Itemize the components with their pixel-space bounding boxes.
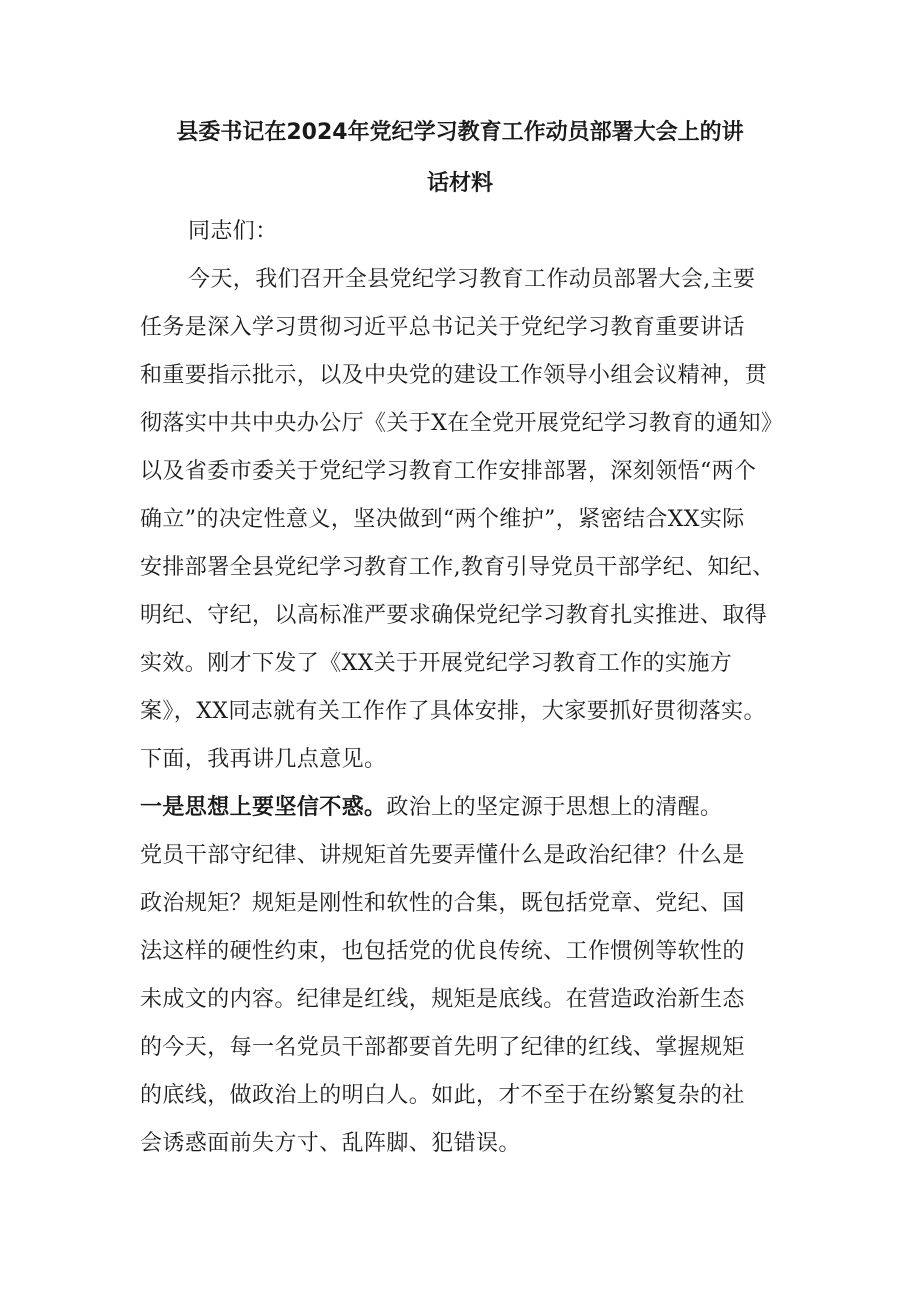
paragraph-1-line-11: 下面，我再讲几点意见。 [140, 747, 387, 772]
paragraph-2-line-4: 法这样的硬性约束，也包括党的优良传统、工作惯例等软性的 [140, 939, 745, 964]
paragraph-1-line-10: 案》，XX同志就有关工作作了具体安排，大家要抓好贯彻落实。 [140, 699, 766, 724]
salutation: 同志们： [188, 219, 278, 244]
paragraph-2-line-6: 的今天，每一名党员干部都要首先明了纪律的红线、掌握规矩 [140, 1035, 745, 1060]
paragraph-2-line-5: 未成文的内容。纪律是红线，规矩是底线。在营造政治新生态 [140, 987, 745, 1012]
document-title-line-1: 县委书记在2024年党纪学习教育工作动员部署大会上的讲 [176, 120, 744, 145]
paragraph-2-line-8: 会诱惑面前失方寸、乱阵脚、犯错误。 [140, 1131, 521, 1156]
paragraph-1-line-2: 任务是深入学习贯彻习近平总书记关于党纪学习教育重要讲话 [140, 315, 745, 340]
paragraph-2-first-line-text: 政治上的坚定源于思想上的清醒。 [386, 795, 723, 820]
paragraph-1-line-9: 实效。刚才下发了《XX关于开展党纪学习教育工作的实施方 [140, 651, 733, 676]
paragraph-2-heading: 一是思想上要坚信不惑。 [140, 795, 387, 820]
paragraph-1-line-1: 今天，我们召开全县党纪学习教育工作动员部署大会,主要 [188, 267, 756, 292]
paragraph-1-line-6: 确立”的决定性意义，坚决做到“两个维护”，紧密结合XX实际 [140, 507, 745, 532]
paragraph-2-line-2: 党员干部守纪律、讲规矩首先要弄懂什么是政治纪律？什么是 [140, 843, 745, 868]
paragraph-2-line-3: 政治规矩？规矩是刚性和软性的合集，既包括党章、党纪、国 [140, 891, 745, 916]
paragraph-1-line-3: 和重要指示批示，以及中央党的建设工作领导小组会议精神，贯 [140, 363, 768, 388]
paragraph-1-line-7: 安排部署全县党纪学习教育工作,教育引导党员干部学纪、知纪、 [140, 555, 775, 580]
document-title-line-2: 话材料 [426, 171, 493, 196]
paragraph-1-line-4: 彻落实中共中央办公厅《关于X在全党开展党纪学习教育的通知》 [140, 411, 784, 436]
paragraph-2-line-7: 的底线，做政治上的明白人。如此，才不至于在纷繁复杂的社 [140, 1083, 745, 1108]
paragraph-2-first-line [140, 794, 722, 822]
paragraph-1-line-8: 明纪、守纪，以高标准严要求确保党纪学习教育扎实推进、取得 [140, 603, 768, 628]
paragraph-1-line-5: 以及省委市委关于党纪学习教育工作安排部署，深刻领悟“两个 [140, 459, 757, 484]
